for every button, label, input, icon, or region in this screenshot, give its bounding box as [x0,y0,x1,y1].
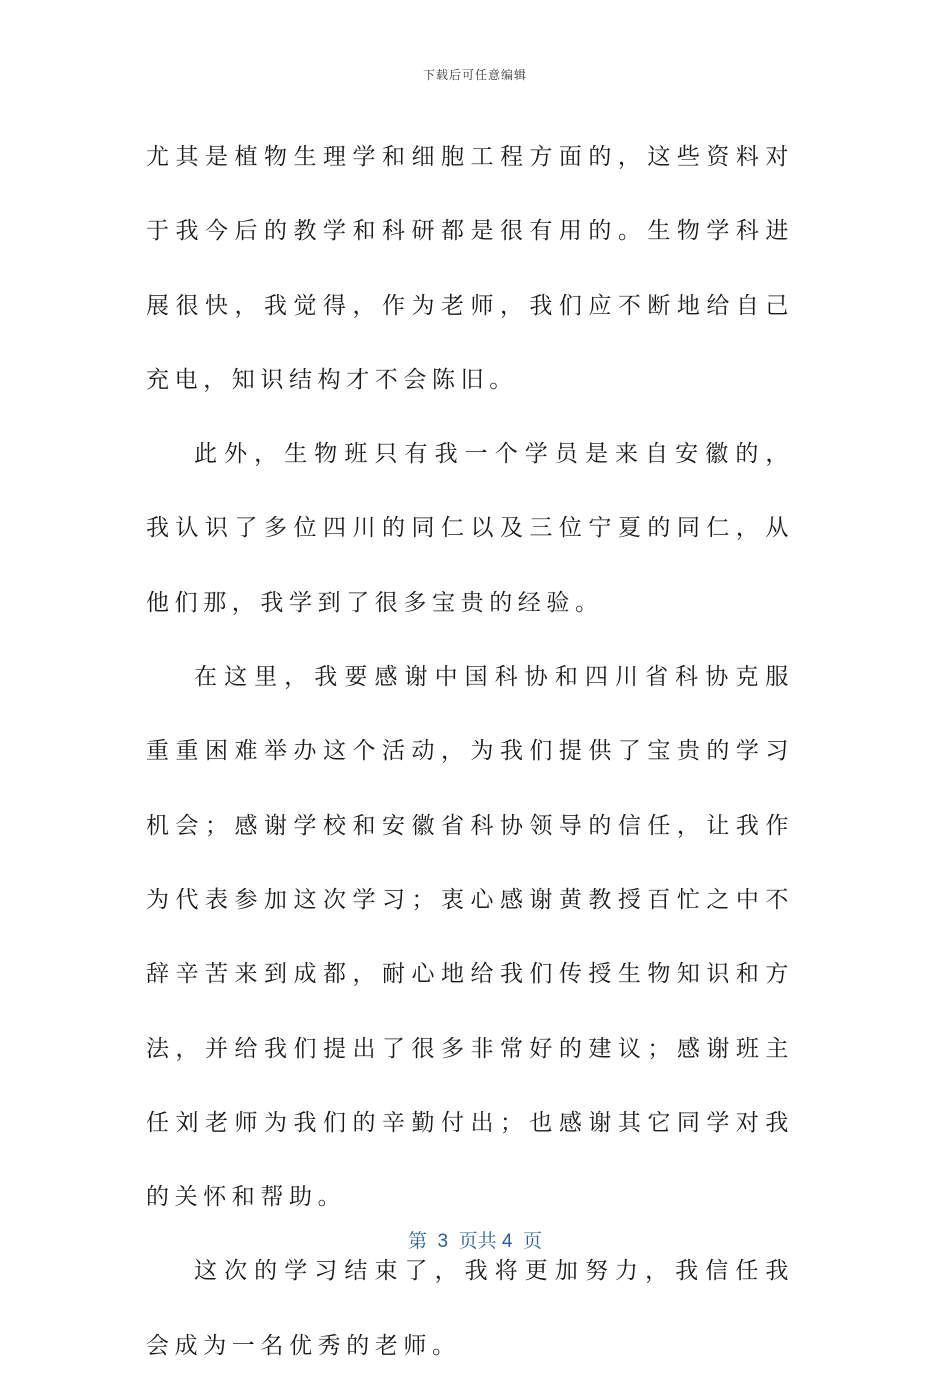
paragraph-2: 此外，生物班只有我一个学员是来自安徽的，我认识了多位四川的同仁以及三位宁夏的同仁，从他们那，我学到了很多宝贵的经验。 [146,441,794,616]
paragraph-1: 尤其是植物生理学和细胞工程方面的，这些资料对于我今后的教学和科研都是很有用的。生物学科进展很快，我觉得，作为老师，我们应不断地给自己充电，知识结构才不会陈旧。 [146,144,794,393]
document-body [146,120,794,1383]
paragraph-3: 在这里，我要感谢中国科协和四川省科协克服重重困难举办这个活动，为我们提供了宝贵的学习机会；感谢学校和安徽省科协领导的信任，让我作为代表参加这次学习；衷心感谢黄教授百忙之中不辞辛苦来到成都，耐心地给我们传授生物知识和方法，并给我们提出了很多非常好的建议；感谢班主任刘老师为我们的辛勤付出；也感谢其它同学对我的关怀和帮助。 [146,664,794,1211]
page-number-footer: 第 3 页共 4 页 [407,1231,543,1252]
paragraph-4: 这次的学习结束了，我将更加努力，我信任我会成为一名优秀的老师。 [146,1258,794,1359]
header-note: 下载后可任意编辑 [422,68,527,82]
